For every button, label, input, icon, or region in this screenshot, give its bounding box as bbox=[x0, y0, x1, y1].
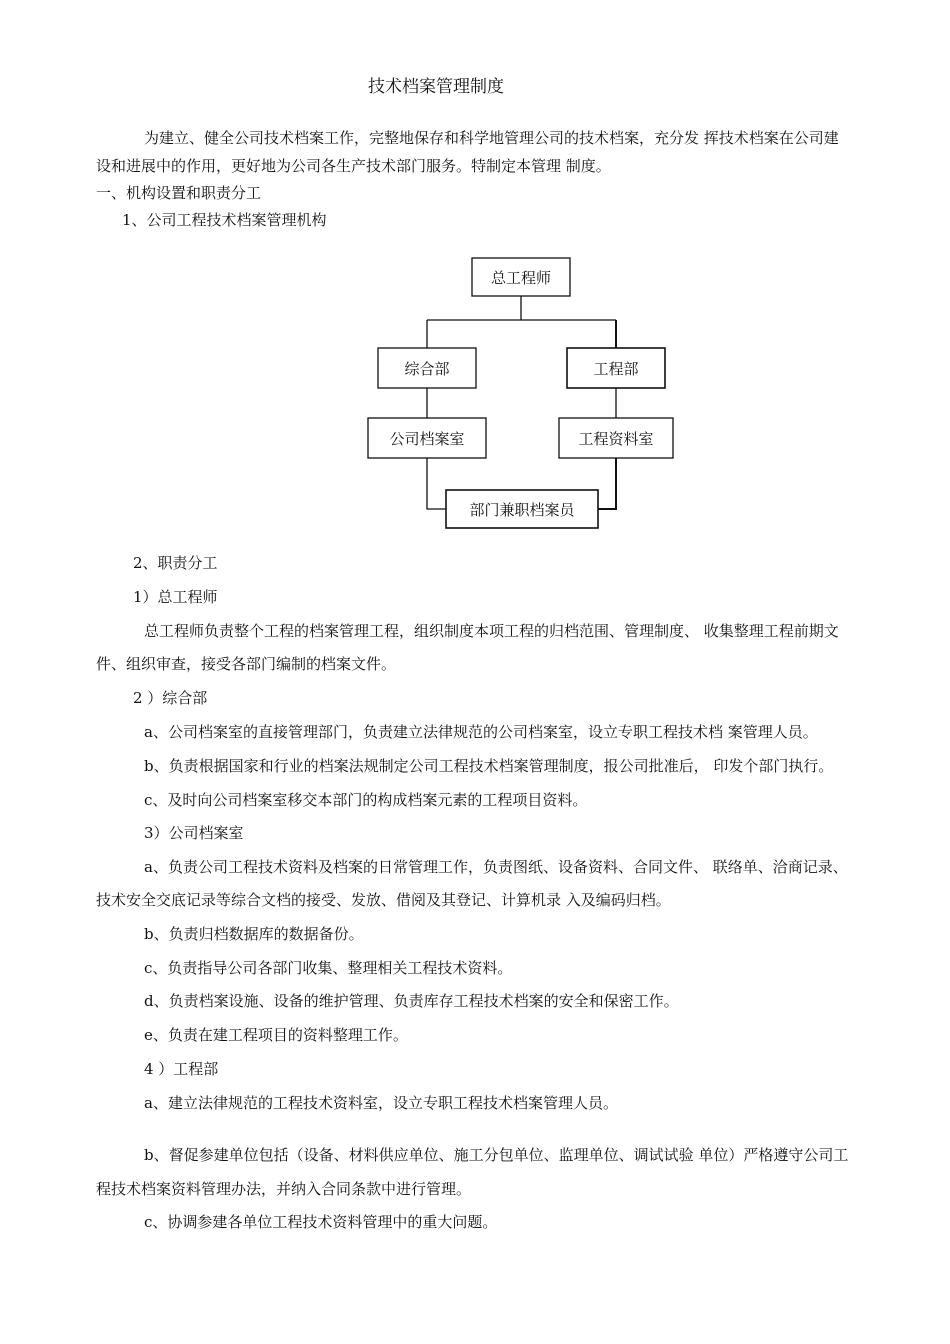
chief-line-1: 总工程师负责整个工程的档案管理工程，组织制度本项工程的归档范围、管理制度、 收集整理工程前期文 bbox=[144, 622, 839, 640]
label-company-archive: 公司档案室 bbox=[389, 430, 465, 448]
connector-dataroom-archivist bbox=[598, 458, 616, 509]
eng-item-a: a、建立法律规范的工程技术资料室，设立专职工程技术档案管理人员。 bbox=[144, 1094, 618, 1112]
subsection-heading: 1、公司工程技术档案管理机构 bbox=[122, 211, 327, 229]
eng-item-b-line-2: 程技术档案资料管理办法，并纳入合同条款中进行管理。 bbox=[96, 1180, 472, 1198]
archive-item-b: b、负责归档数据库的数据备份。 bbox=[144, 925, 364, 943]
general-item-b: b、负责根据国家和行业的档案法规制定公司工程技术档案管理制度，报公司批准后， 印发个部门执行。 bbox=[144, 757, 834, 775]
label-dept-archivist: 部门兼职档案员 bbox=[469, 501, 575, 519]
duties-heading: 2、职责分工 bbox=[133, 554, 218, 572]
archive-item-d: d、负责档案设施、设备的维护管理、负责库存工程技术档案的安全和保密工作。 bbox=[144, 992, 679, 1010]
eng-item-c: c、协调参建各单位工程技术资料管理中的重大问题。 bbox=[144, 1213, 498, 1231]
label-general-dept: 综合部 bbox=[404, 360, 450, 378]
general-item-a: a、公司档案室的直接管理部门，负责建立法律规范的公司档案室，设立专职工程技术档 案管理人员。 bbox=[144, 723, 818, 741]
archive-title: 3）公司档案室 bbox=[144, 824, 244, 842]
eng-item-b-line-1: b、督促参建单位包括（设备、材料供应单位、施工分包单位、监理单位、调试试验 单位）严格遵守公司工 bbox=[144, 1146, 849, 1164]
chief-title: 1）总工程师 bbox=[133, 588, 218, 606]
general-title: 2 ）综合部 bbox=[133, 689, 208, 707]
archive-item-e: e、负责在建工程项目的资料整理工作。 bbox=[144, 1026, 408, 1044]
archive-item-a-line-2: 技术安全交底记录等综合文档的接受、发放、借阅及其登记、计算机录 入及编码归档。 bbox=[96, 891, 671, 909]
label-eng-data-room: 工程资料室 bbox=[578, 430, 654, 448]
connector-archive-archivist bbox=[427, 458, 446, 509]
org-chart bbox=[360, 250, 700, 540]
label-chief: 总工程师 bbox=[490, 269, 552, 287]
section-heading: 一、机构设置和职责分工 bbox=[96, 184, 262, 202]
eng-title: 4 ）工程部 bbox=[144, 1060, 219, 1078]
archive-item-a-line-1: a、负责公司工程技术资料及档案的日常管理工作，负责图纸、设备资料、合同文件、 联络单、洽商记录、 bbox=[144, 858, 848, 876]
intro-line-1: 为建立、健全公司技术档案工作，完整地保存和科学地管理公司的技术档案，充分发 挥技术档案在公司建 bbox=[144, 129, 839, 147]
chief-line-2: 件、组织审查，接受各部门编制的档案文件。 bbox=[96, 655, 397, 673]
document-title: 技术档案管理制度 bbox=[368, 77, 504, 97]
label-eng-dept: 工程部 bbox=[593, 360, 639, 378]
intro-line-2: 设和进展中的作用，更好地为公司各生产技术部门服务。特制定本管理 制度。 bbox=[96, 157, 611, 175]
archive-item-c: c、负责指导公司各部门收集、整理相关工程技术资料。 bbox=[144, 959, 513, 977]
general-item-c: c、及时向公司档案室移交本部门的构成档案元素的工程项目资料。 bbox=[144, 791, 588, 809]
